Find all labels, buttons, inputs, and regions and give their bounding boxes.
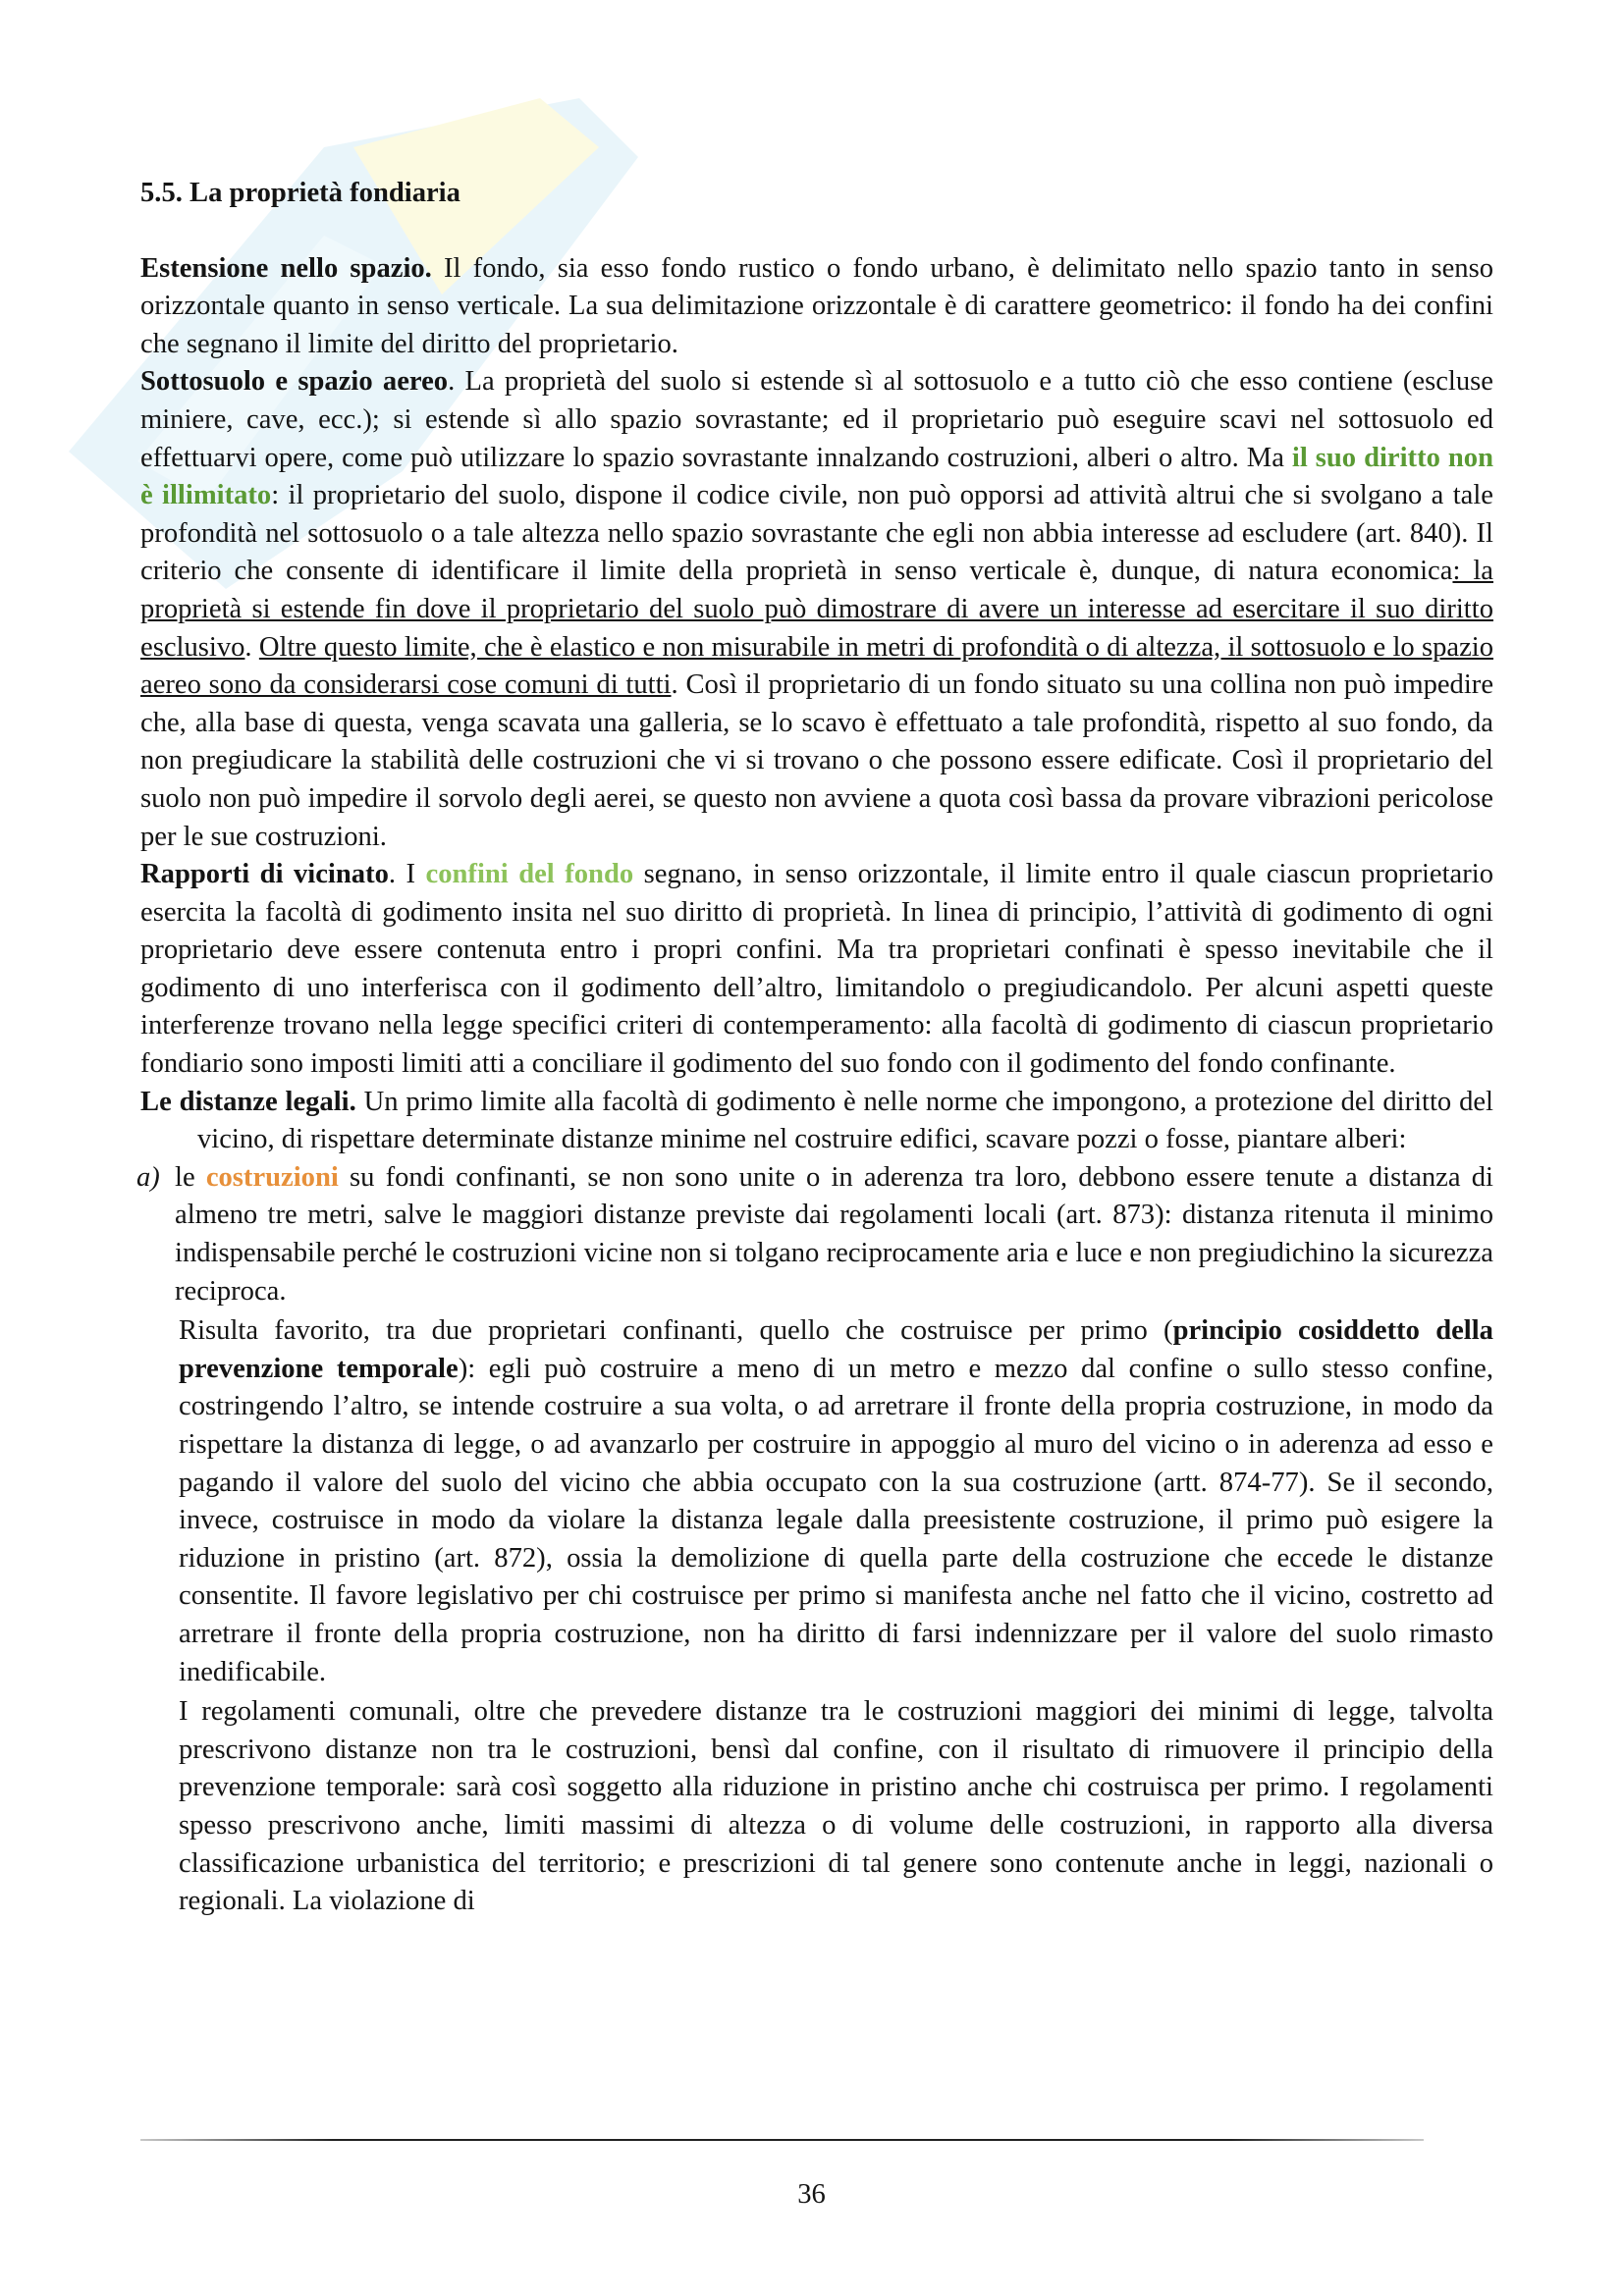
page-content [136,175,1494,1921]
text: . [244,631,259,663]
text: su fondi confinanti, se non sono unite o in aderenza tra loro, debbono essere tenute a distanza di almeno tre metri, salve le maggiori distanze previste dai regolamenti locali (art. 873): distanza ritenuta il minimo indispensabile perché le costruzioni vicine non si tolgano reciprocamente aria e luce e non pregiudichino la sicurezza reciproca. [175,1161,1493,1307]
text: . I [388,859,426,890]
bold-principio: principio cosiddetto della prevenzione temporale [179,1315,1493,1384]
text: : il proprietario del suolo, dispone il codice civile, non può opporsi ad attività altrui che si svolgano a tale profondità nel sottosuolo o a tale altezza nello spazio sovrastante che egli non abbia interesse ad escludere (art. 840). Il criterio che consente di identificare il limite della proprietà in senso verticale è, dunque, di natura economica [140,480,1493,587]
paragraph-distanze [140,1084,1493,1159]
paragraph-prevenzione [179,1312,1493,1691]
text: ): egli può costruire a meno di un metro e mezzo dal confine o sullo stesso confine, costringendo l’altro, se intende costruire a sua volta, o ad arretrare il fronte della propria costruzione, in modo da rispettare la distanza di legge, o ad avanzarlo per costruire in appoggio al muro del vicino o in aderenza ad esso e pagando il valore del suolo del vicino che abbia occupato con la sua costruzione (artt. 874-77). Se il secondo, invece, costruisce in modo da violare la distanza legale dalla preesistente costruzione, il primo può esigere la riduzione in pristino (art. 872), ossia la demolizione di quella parte della costruzione che eccede le distanze consentite. Il favore legislativo per chi costruisce per primo si manifesta anche nel fatto che il vicino, costretto ad arretrare il fronte della propria costruzione, non ha diritto di farsi indennizzare per il valore del suolo rimasto inedificabile. [179,1353,1493,1687]
text: Risulta favorito, tra due proprietari confinanti, quello che costruisce per primo ( [179,1315,1173,1347]
text: Il fondo, sia esso fondo rustico o fondo urbano, è delimitato nello spazio tanto in senso orizzontale quanto in senso verticale. La sua delimitazione orizzontale è di carattere geometrico: il fondo ha dei confini che segnano il limite del diritto del proprietario. [140,252,1493,359]
text: I regolamenti comunali, oltre che prevedere distanze tra le costruzioni maggiori dei minimi di legge, talvolta prescrivono distanze non tra le costruzioni, bensì dal confine, con il risultato di rimuovere il principio della prevenzione temporale: sarà così soggetto alla riduzione in pristino anche chi costruisca per primo. I regolamenti spesso prescrivono anche, limiti massimi di altezza o di volume delle costruzioni, in rapporto alla diversa classificazione urbanistica del territorio; e prescrizioni di tal genere sono contenute anche in leggi, nazionali o regionali. La violazione di [179,1696,1493,1917]
page-number: 36 [797,2179,826,2210]
highlight-confini: confini del fondo [425,859,634,890]
text: . La proprietà del suolo si estende sì al sottosuolo e a tutto ciò che esso contiene (escluse miniere, cave, ecc.); si estende sì allo spazio sovrastante; ed il proprietario può eseguire scavi nel sottosuolo ed effettuarvi opere, come può utilizzare lo spazio sovrastante innalzando costruzioni, alberi o altro. Ma [140,366,1493,473]
highlight-costruzioni: costruzioni [205,1161,339,1193]
list-marker: a) [136,1161,160,1193]
paragraph-regolamenti [179,1693,1493,1921]
heading-vicinato: Rapporti di vicinato [140,859,389,890]
paragraph-vicinato [140,856,1493,1084]
footer-divider [140,2139,1424,2141]
text: segnano, in senso orizzontale, il limite entro il quale ciascun proprietario esercita la facoltà di godimento insita nel suo diritto di proprietà. In linea di principio, l’attività di godimento di ogni proprietario deve essere contenuta entro i propri confini. Ma tra proprietari confinati è spesso inevitabile che il godimento di uno interferisca con il godimento dell’altro, limitandolo o pregiudicandolo. Per alcuni aspetti queste interferenze trovano nella legge specifici criteri di contemperamento: alla facoltà di godimento di ciascun proprietario fondiario sono imposti limiti atti a conciliare il godimento del suo fondo con il godimento del fondo confinante. [140,859,1493,1080]
text: le [175,1161,206,1193]
heading-distanze: Le distanze legali. [140,1086,356,1117]
underlined-text: : la proprietà si estende fin dove il proprietario del suolo può dimostrare di avere un interesse ad esercitare il suo diritto esclusivo [140,556,1494,663]
text: . Così il proprietario di un fondo situato su una collina non può impedire che, alla base di questa, venga scavata una galleria, se lo scavo è effettuato a tale profondità, rispetto al suo fondo, da non pregiudicare la stabilità delle costruzioni che vi si trovano o che possono essere edificate. Così il proprietario del suolo non può impedire il sorvolo degli aerei, se questo non avviene a quota così bassa da provare vibrazioni pericolose per le sue costruzioni. [140,669,1494,852]
underlined-text: Oltre questo limite, che è elastico e non misurabile in metri di profondità o di altezza, il sottosuolo e lo spazio aereo sono da considerarsi cose comuni di tutti [140,631,1494,701]
text: Un primo limite alla facoltà di godimento è nelle norme che impongono, a protezione del diritto del vicino, di rispettare determinate distanze minime nel costruire edifici, scavare pozzi o fosse, piantare alberi: [197,1086,1493,1155]
section-title: 5.5. La proprietà fondiaria [140,178,460,208]
heading-estensione: Estensione nello spazio. [140,252,432,284]
list-item-a [136,1159,1493,1310]
paragraph-sottosuolo [140,363,1493,856]
heading-sottosuolo: Sottosuolo e spazio aereo [140,366,449,398]
highlight-diritto: il suo diritto non è illimitato [140,442,1493,511]
paragraph-estensione [140,250,1493,364]
